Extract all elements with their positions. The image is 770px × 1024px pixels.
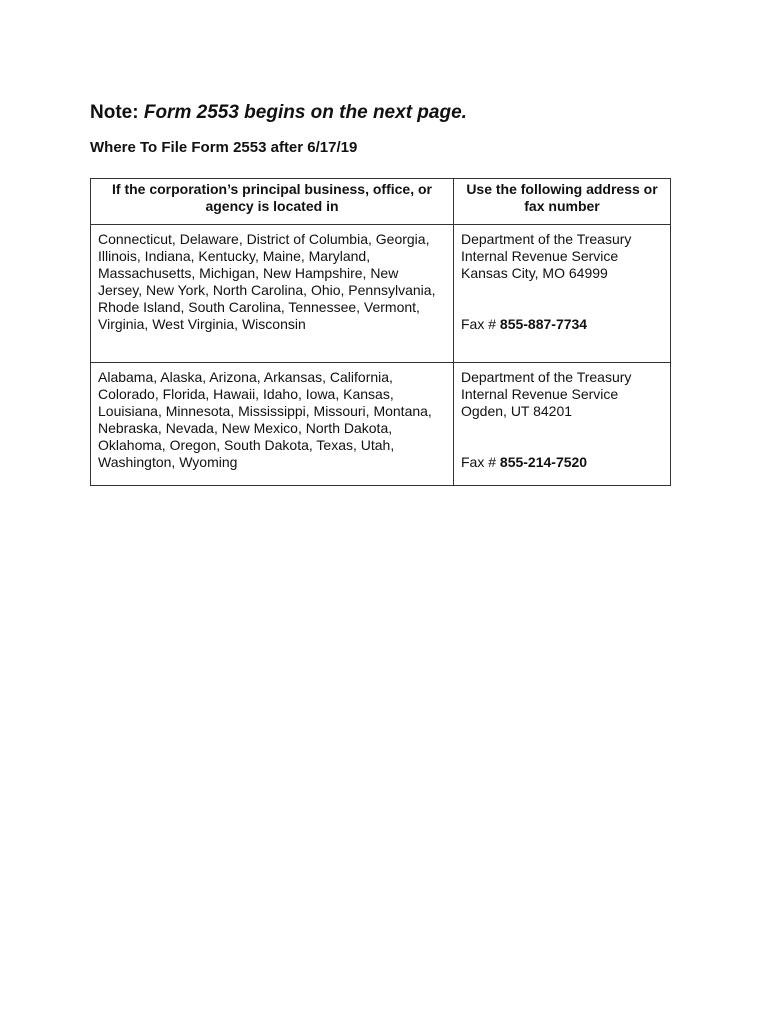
address-cell [454, 363, 671, 486]
address-line: Kansas City, MO 64999 [461, 265, 608, 281]
document-page [90, 100, 680, 470]
table-header-row [91, 179, 671, 225]
address-cell [454, 225, 671, 363]
filing-address-table [90, 178, 671, 486]
where-to-file-title: Where To File Form 2553 after 6/17/19 [90, 139, 358, 156]
states-list: Connecticut, Delaware, District of Columbia, Georgia, Illinois, Indiana, Kentucky, Maine, Maryland, Massachusetts, Michigan, New Hampshire, New Jersey, New York, North Carolina, Ohio, Pennsylvania, Rhode Island, South Carolina, Tennessee, Vermont, Virginia, West Virginia, Wisconsin [91, 225, 454, 363]
header-location: If the corporation’s principal business, office, or agency is located in [91, 179, 454, 225]
fax-number: 855-887-7734 [499, 316, 588, 332]
fax-number: 855-214-7520 [499, 454, 588, 470]
fax-label: Fax # [461, 454, 497, 470]
mailing-address [461, 231, 663, 282]
address-line: Internal Revenue Service [461, 386, 619, 402]
note-heading [90, 100, 680, 126]
mailing-address [461, 369, 663, 420]
table-row [91, 363, 671, 486]
fax-line [461, 454, 663, 471]
fax-label: Fax # [461, 316, 497, 332]
note-prefix: Note: [90, 102, 139, 123]
address-line: Internal Revenue Service [461, 248, 619, 264]
fax-line [461, 316, 663, 333]
note-text: Form 2553 begins on the next page. [143, 102, 467, 123]
address-line: Ogden, UT 84201 [461, 403, 573, 419]
address-line: Department of the Treasury [461, 369, 632, 385]
header-address: Use the following address or fax number [454, 179, 671, 225]
states-list: Alabama, Alaska, Arizona, Arkansas, California, Colorado, Florida, Hawaii, Idaho, Iowa, Kansas, Louisiana, Minnesota, Mississippi, Missouri, Montana, Nebraska, Nevada, New Mexico, North Dakota, Oklahoma, Oregon, South Dakota, Texas, Utah, Washington, Wyoming [91, 363, 454, 486]
table-row [91, 225, 671, 363]
address-line: Department of the Treasury [461, 231, 632, 247]
